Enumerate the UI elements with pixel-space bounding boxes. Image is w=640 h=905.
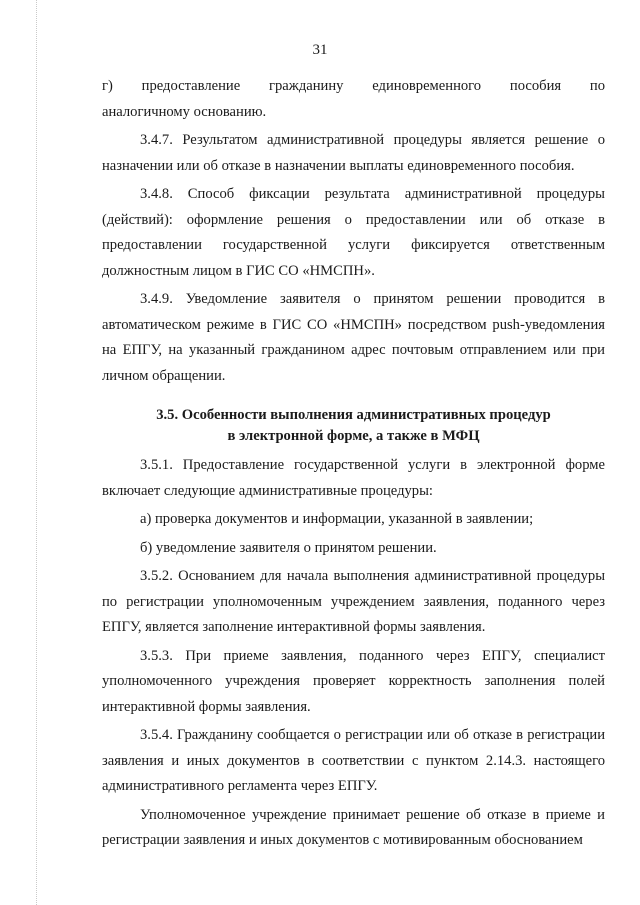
paragraph-3-4-7: 3.4.7. Результатом административной процедуры является решение о назначении или об отказе в назначении выплаты единовременного пособия. — [102, 132, 605, 174]
section-heading-line-2: в электронной форме, а также в МФЦ — [227, 428, 480, 444]
paragraph-3-4-9: 3.4.9. Уведомление заявителя о принятом решении проводится в автоматическом режиме в ГИС СО «НМСПН» посредством push-уведомления на ЕПГУ, на указанный гражданином адрес почтовым отправлением или при личном обращении. — [102, 291, 605, 384]
paragraph-item-a: а) проверка документов и информации, указанной в заявлении; — [140, 511, 534, 527]
scan-edge-line — [36, 0, 37, 905]
paragraph-3-5-3: 3.5.3. При приеме заявления, поданного через ЕПГУ, специалист уполномоченного учреждения проверяет корректность заполнения полей интерактивной формы заявления. — [102, 647, 605, 715]
paragraph-3-5-2: 3.5.2. Основанием для начала выполнения административной процедуры по регистрации уполномоченным учреждением заявления, поданного через ЕПГУ, является заполнение интерактивной формы заявления. — [102, 568, 605, 635]
section-heading-line-1: 3.5. Особенности выполнения административных процедур — [156, 407, 551, 423]
page-number: 31 — [312, 42, 328, 58]
document-body — [102, 74, 605, 857]
paragraph-3-5-4: 3.5.4. Гражданину сообщается о регистрации или об отказе в регистрации заявления и иных документов в соответствии с пунктом 2.14.3. настоящего административного регламента через ЕПГУ. — [102, 727, 605, 794]
section-heading-3-5 — [102, 405, 605, 447]
paragraph-3-4-8: 3.4.8. Способ фиксации результата административной процедуры (действий): оформление решения о предоставлении или об отказе в предоставлении государственной услуги фиксируется ответственным должностным лицом в ГИС СО «НМСПН». — [102, 186, 605, 279]
paragraph-final: Уполномоченное учреждение принимает решение об отказе в приеме и регистрации заявления и иных документов с мотивированным обоснованием — [102, 806, 605, 848]
paragraph-item-g: г) предоставление гражданину единовременного пособия по аналогичному основанию. — [102, 78, 605, 120]
paragraph-item-b: б) уведомление заявителя о принятом решении. — [140, 539, 437, 556]
paragraph-3-5-1: 3.5.1. Предоставление государственной услуги в электронной форме включает следующие административные процедуры: — [102, 457, 605, 499]
